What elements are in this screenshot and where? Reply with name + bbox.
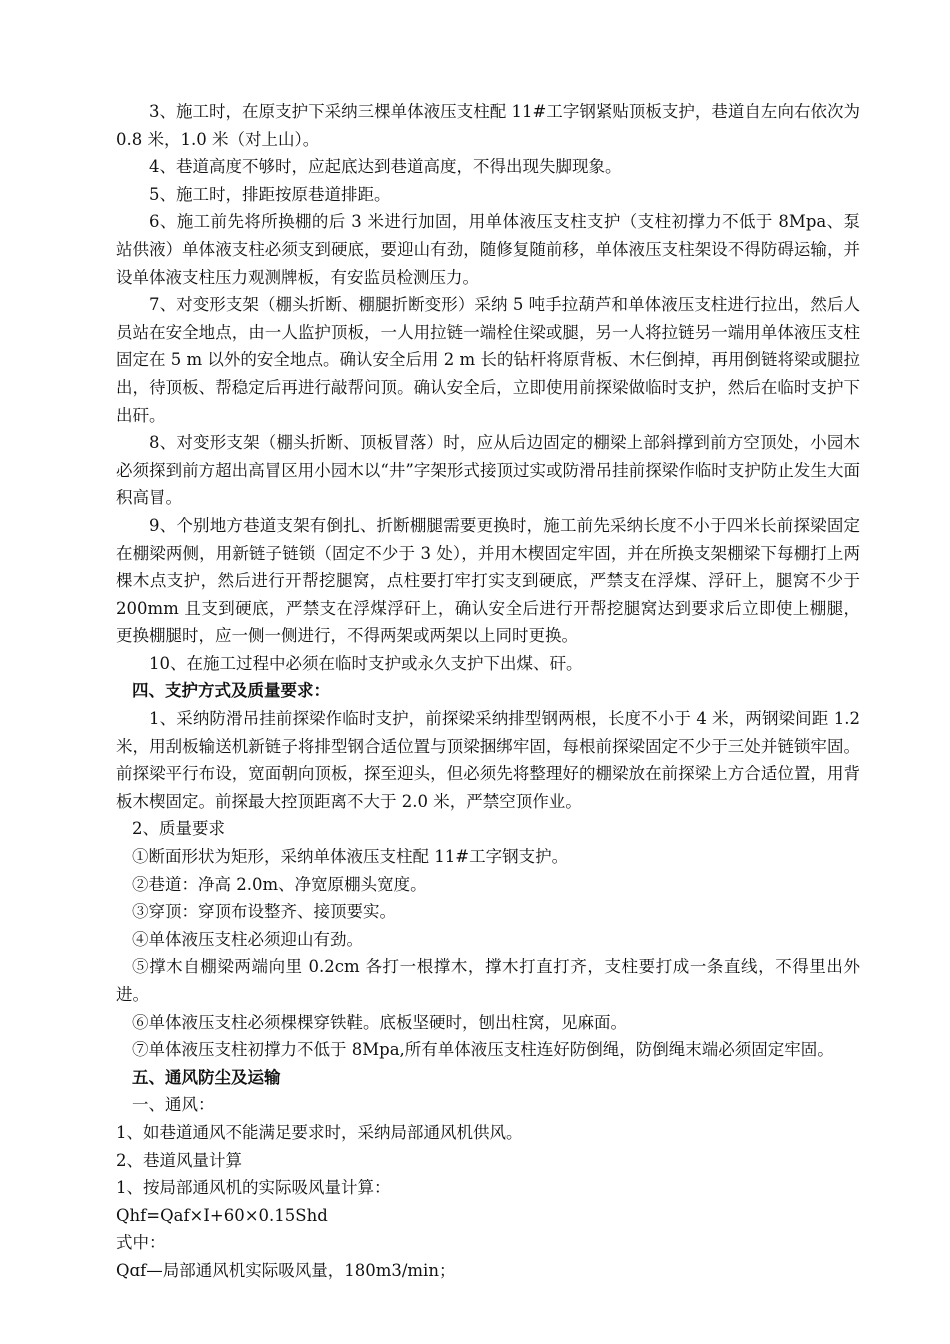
paragraph-7: 7、对变形支架（棚头折断、棚腿折断变形）采纳 5 吨手拉葫芦和单体液压支柱进行拉出，然后人员站在安全地点，由一人监护顶板，一人用拉链一端栓住梁或腿，另一人将拉链另一端用单体液压支柱固定在 5 m 以外的安全地点。确认安全后用 2 m 长的钻杆将原背板、木仨倒掉，再用倒链将梁或腿拉出，待顶板、帮稳定后再进行敲帮问顶。确认安全后，立即使用前探梁做临时支护，然后在临时支护下出矸。: [116, 295, 860, 425]
section-heading-5: 五、通风防尘及运输: [132, 1067, 281, 1087]
ventilation-line: 1、如巷道通风不能满足要求时，采纳局部通风机供风。: [116, 1122, 523, 1142]
quality-item: ④单体液压支柱必须迎山有劲。: [132, 929, 363, 949]
quality-item: ⑦单体液压支柱初撑力不低于 8Mpa,所有单体液压支柱连好防倒绳，防倒绳末端必须固定牢固。: [132, 1040, 834, 1060]
paragraph-8: 8、对变形支架（棚头折断、顶板冒落）时，应从后边固定的棚梁上部斜撑到前方空顶处，小园木必须探到前方超出高冒区用小园木以“井”字架形式接顶过实或防滑吊挂前探梁作临时支护防止发生大面积高冒。: [116, 433, 860, 508]
quality-item: ②巷道：净高 2.0m、净宽原棚头宽度。: [132, 874, 427, 894]
formula-line: Qhf=Qaf×I+60×0.15Shd: [116, 1205, 328, 1225]
ventilation-line: 式中：: [116, 1233, 166, 1253]
paragraph-4: 4、巷道高度不够时，应起底达到巷道高度，不得出现失脚现象。: [149, 157, 622, 177]
quality-item: ⑤撑木自棚梁两端向里 0.2cm 各打一根撑木，撑木打直打齐，支柱要打成一条直线，不得里出外进。: [116, 957, 860, 1004]
paragraph-9: 9、个别地方巷道支架有倒扎、折断棚腿需要更换时，施工前先采纳长度不小于四米长前探梁固定在棚梁两侧，用新链子链锁（固定不少于 3 处），并用木楔固定牢固，并在所换支架棚梁下每棚打上两棵木点支护，然后进行开帮挖腿窝，点柱要打牢打实支到硬底，严禁支在浮煤、浮矸上，腿窝不少于 200mm 且支到硬底，严禁支在浮煤浮矸上，确认安全后进行开帮挖腿窝达到要求后立即使上棚腿，更换棚腿时，应一侧一侧进行，不得两架或两架以上同时更换。: [116, 515, 860, 646]
quality-item: ⑥单体液压支柱必须棵棵穿铁鞋。底板坚硬时，刨出柱窝，见麻面。: [132, 1012, 627, 1032]
ventilation-line: 1、按局部通风机的实际吸风量计算：: [116, 1178, 391, 1198]
quality-item: ③穿顶：穿顶布设整齐、接顶要实。: [132, 902, 396, 922]
quality-item: ①断面形状为矩形，采纳单体液压支柱配 11#工字钢支护。: [132, 847, 569, 867]
ventilation-line: 一、通风：: [132, 1095, 215, 1115]
section-heading-4: 四、支护方式及质量要求：: [132, 681, 330, 701]
quality-requirements-heading: 2、质量要求: [132, 819, 225, 839]
document-body: [116, 98, 860, 1285]
variable-definition-line: Qɑf—局部通风机实际吸风量，180m3/min；: [116, 1260, 456, 1280]
paragraph-6: 6、施工前先将所换棚的后 3 米进行加固，用单体液压支柱支护（支柱初撑力不低于 8Mpa、泵站供液）单体液支柱必须支到硬底，要迎山有劲，随修复随前移，单体液压支柱架设不得防碍运输，并设单体液支柱压力观测牌板，有安监员检测压力。: [116, 212, 860, 287]
paragraph-3: 3、施工时，在原支护下采纳三棵单体液压支柱配 11#工字钢紧贴顶板支护，巷道自左向右依次为 0.8 米，1.0 米（对上山）。: [116, 102, 860, 149]
ventilation-line: 2、巷道风量计算: [116, 1150, 242, 1170]
paragraph-10: 10、在施工过程中必须在临时支护或永久支护下出煤、矸。: [149, 653, 583, 673]
paragraph-5: 5、施工时，排距按原巷道排距。: [149, 184, 391, 204]
support-method-paragraph: 1、采纳防滑吊挂前探梁作临时支护，前探梁采纳排型钢两根，长度不小于 4 米，两钢梁间距 1.2 米，用刮板输送机新链子将排型钢合适位置与顶梁捆绑牢固，每根前探梁固定不少于三处并链锁牢固。前探梁平行布设，宽面朝向顶板，探至迎头，但必须先将整理好的棚梁放在前探梁上方合适位置，用背板木楔固定。前探最大控顶距离不大于 2.0 米，严禁空顶作业。: [116, 709, 860, 811]
